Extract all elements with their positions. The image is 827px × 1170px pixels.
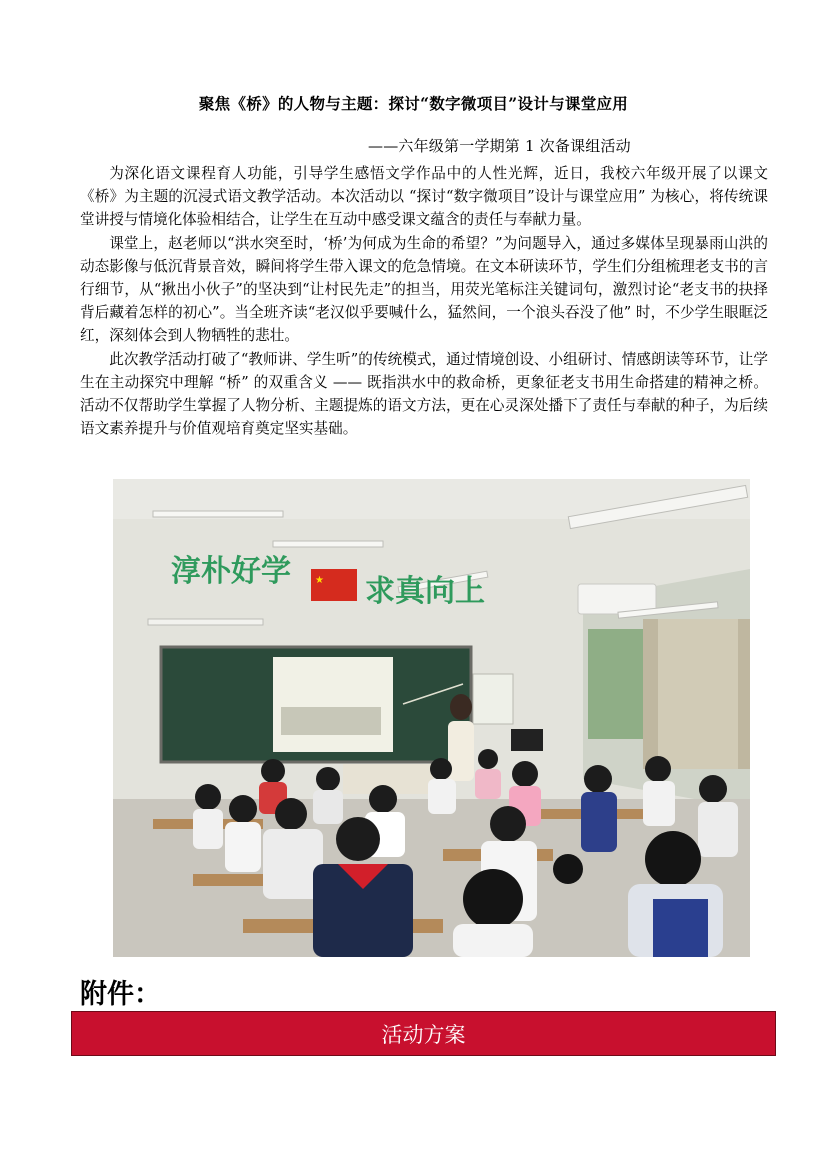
- activity-plan-button-label: 活动方案: [381, 1022, 466, 1047]
- attachment-label: 附件：: [80, 979, 161, 1010]
- paragraph-summary: 此次教学活动打破了“教师讲、学生听”的传统模式，通过情境创设、小组研讨、情感朗读等环节，让学生在主动探究中理解 “桥” 的双重含义 —— 既指洪水中的救命桥，更象征老支书用生命搭建的精神之桥。活动不仅帮助学生掌握了人物分析、主题提炼的语文方法，更在心灵深处播下了责任与奉献的种子，为后续语文素养提升与价值观培育奠定坚实基础。: [80, 350, 768, 438]
- classroom-photo: [113, 479, 750, 957]
- document-subtitle: ——六年级第一学期第 1 次备课组活动: [368, 137, 631, 155]
- activity-plan-button[interactable]: [71, 1011, 776, 1056]
- document-title: 聚焦《桥》的人物与主题：探讨“数字微项目”设计与课堂应用: [198, 94, 629, 113]
- article-body: [80, 162, 768, 440]
- paragraph-classroom: 课堂上，赵老师以“洪水突至时，‘桥’为何成为生命的希望？”为问题导入，通过多媒体呈现暴雨山洪的动态影像与低沉背景音效，瞬间将学生带入课文的危急情境。在文本研读环节，学生们分组梳理老支书的言行细节，从“揪出小伙子”的坚决到“让村民先走”的担当，用荧光笔标注关键词句，激烈讨论“老支书的抉择背后藏着怎样的初心”。当全班齐读“老汉似乎要喊什么，猛然间，一个浪头吞没了他” 时，不少学生眼眶泛红，深刻体会到人物牺牲的悲壮。: [80, 234, 768, 345]
- wall-slogan-right: 求真向上: [365, 574, 485, 609]
- svg-text:★: ★: [315, 575, 324, 586]
- wall-slogan-left: 淳朴好学: [171, 554, 291, 589]
- paragraph-intro: 为深化语文课程育人功能，引导学生感悟文学作品中的人性光辉，近日，我校六年级开展了以课文《桥》为主题的沉浸式语文教学活动。本次活动以 “探讨“数字微项目”设计与课堂应用” 为核心，将传统课堂讲授与情境化体验相结合，让学生在互动中感受课文蕴含的责任与奉献力量。: [80, 165, 768, 229]
